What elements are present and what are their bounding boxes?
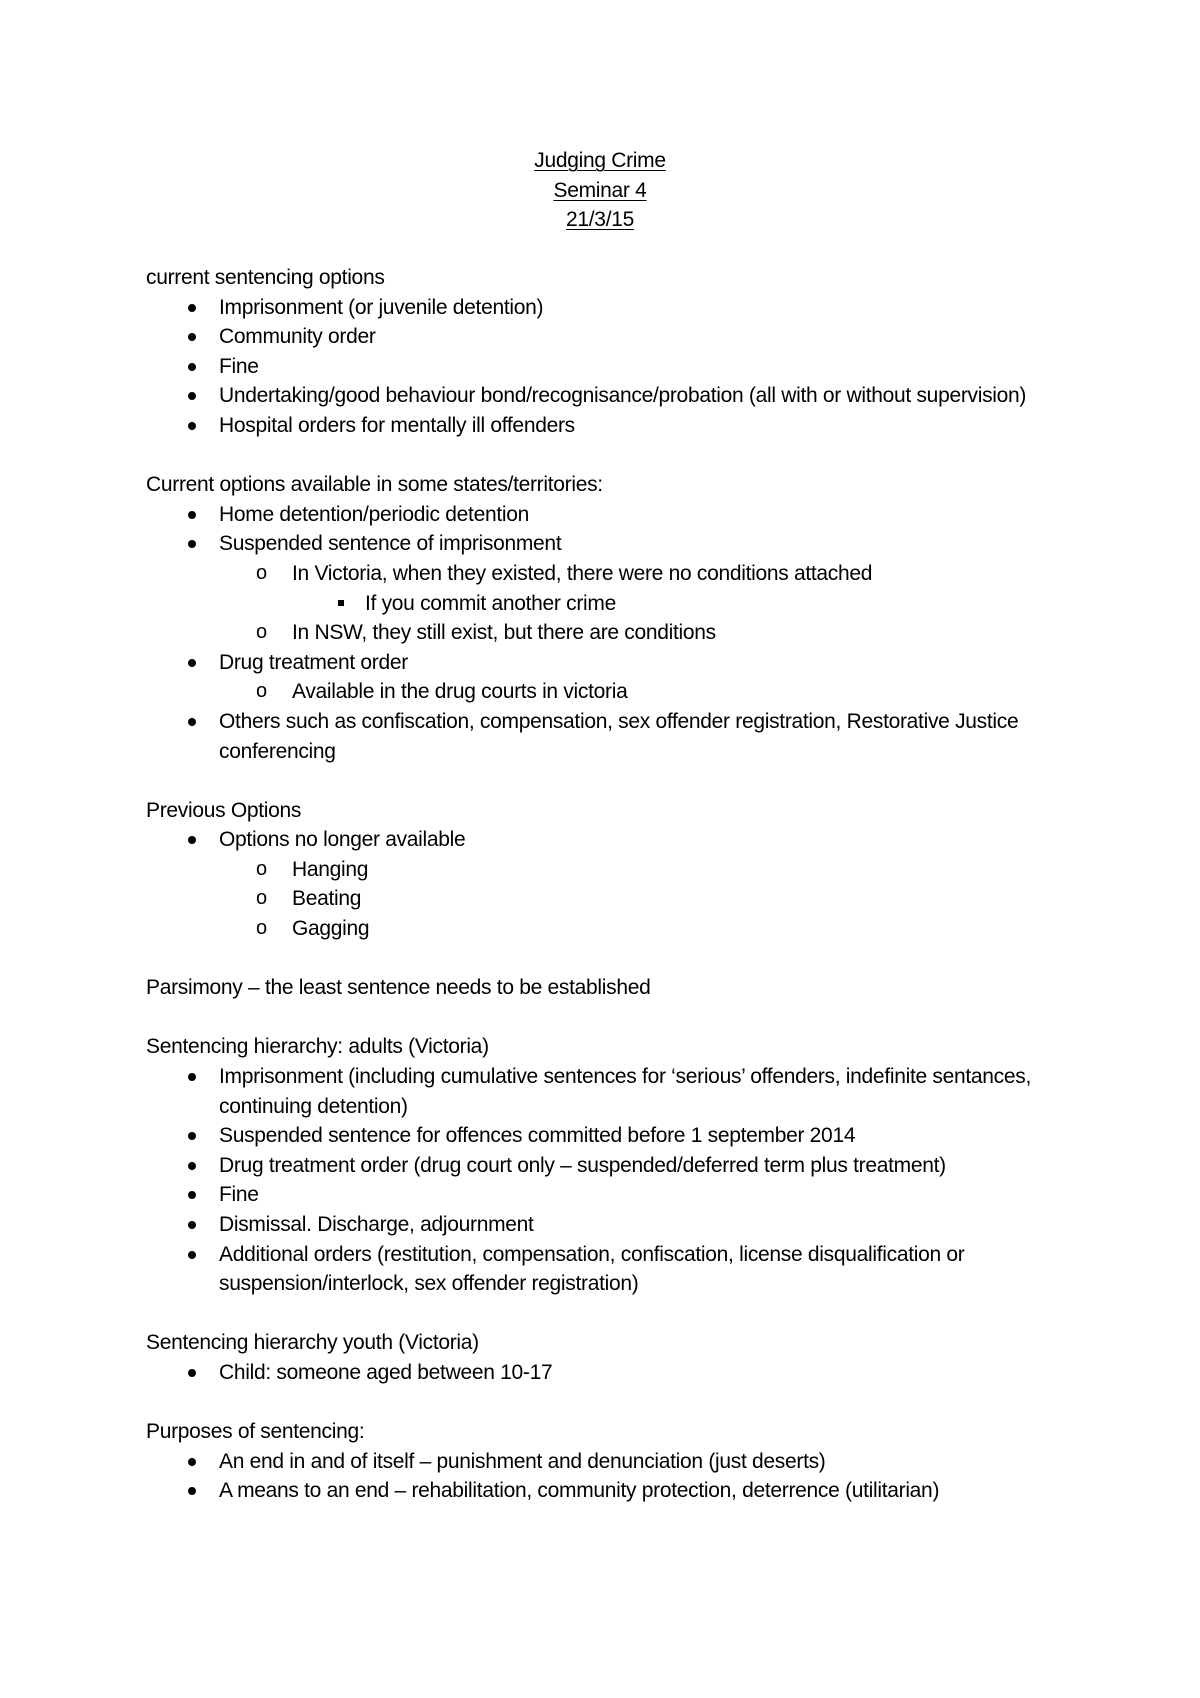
section-current-options: [146, 263, 1066, 441]
list-item-text: Options no longer available: [219, 828, 466, 852]
document-body: [146, 263, 1066, 1536]
sub-list-item: o Gagging: [219, 914, 1066, 944]
list-item: Dismissal. Discharge, adjournment: [146, 1210, 1066, 1240]
list-item: Home detention/periodic detention: [146, 500, 1066, 530]
section-title: Previous Options: [146, 798, 302, 822]
sub-sub-list: [292, 589, 1066, 619]
list-item: Others such as confiscation, compensation, sex offender registration, Restorative Justice conferencing: [146, 707, 1066, 766]
list-item-text: Suspended sentence of imprisonment: [219, 532, 562, 556]
list-item: Child: someone aged between 10-17: [146, 1358, 1066, 1388]
sub-sub-list-item: If you commit another crime: [292, 589, 1066, 619]
section-title: Current options available in some states/territories:: [146, 473, 603, 497]
section-purposes: [146, 1417, 1066, 1506]
document-date: 21/3/15: [566, 208, 634, 231]
bullet-list: [146, 1358, 1066, 1388]
document-header: [0, 146, 1200, 235]
list-item: A means to an end – rehabilitation, community protection, deterrence (utilitarian): [146, 1476, 1066, 1506]
document-seminar: Seminar 4: [553, 178, 647, 202]
section-youth-hierarchy: [146, 1328, 1066, 1387]
list-item: [146, 529, 1066, 647]
list-item: Imprisonment (including cumulative sentences for ‘serious’ offenders, indefinite sentances, continuing detention): [146, 1062, 1066, 1121]
section-title: Sentencing hierarchy: adults (Victoria): [146, 1035, 489, 1059]
bullet-list: [146, 500, 1066, 766]
sub-list-item: o Beating: [219, 884, 1066, 914]
list-item: Community order: [146, 322, 1066, 352]
bullet-list: [146, 825, 1066, 943]
list-item: Hospital orders for mentally ill offenders: [146, 411, 1066, 441]
list-item: Additional orders (restitution, compensation, confiscation, license disqualification or suspension/interlock, sex offender registration): [146, 1240, 1066, 1299]
sub-list-item: o Hanging: [219, 855, 1066, 885]
bullet-list: [146, 293, 1066, 441]
parsimony-text: Parsimony – the least sentence needs to be established: [146, 976, 651, 1000]
list-item: Fine: [146, 1180, 1066, 1210]
list-item-text: Drug treatment order: [219, 650, 408, 674]
sub-list: [292, 677, 1066, 707]
list-item: Imprisonment (or juvenile detention): [146, 293, 1066, 323]
section-state-options: [146, 470, 1066, 766]
list-item: Undertaking/good behaviour bond/recognisance/probation (all with or without supervision): [146, 381, 1066, 411]
list-item: [146, 825, 1066, 943]
list-item: [146, 648, 1066, 707]
sub-list-item: o Available in the drug courts in victoria: [219, 677, 1066, 707]
sub-list: [292, 559, 1066, 648]
document-title: Judging Crime: [534, 149, 666, 172]
sub-list-item-text: In Victoria, when they existed, there were no conditions attached: [292, 561, 873, 585]
sub-list-item: [219, 559, 1066, 618]
sub-list: [292, 855, 1066, 944]
list-item: Fine: [146, 352, 1066, 382]
section-previous-options: [146, 796, 1066, 944]
section-parsimony: [146, 973, 1066, 1003]
sub-list-item: o In NSW, they still exist, but there are conditions: [219, 618, 1066, 648]
bullet-list: [146, 1447, 1066, 1506]
list-item: An end in and of itself – punishment and denunciation (just deserts): [146, 1447, 1066, 1477]
section-title: current sentencing options: [146, 266, 385, 289]
section-title: Sentencing hierarchy youth (Victoria): [146, 1331, 479, 1355]
list-item: Suspended sentence for offences committed before 1 september 2014: [146, 1121, 1066, 1151]
section-adult-hierarchy: [146, 1032, 1066, 1298]
bullet-list: [146, 1062, 1066, 1299]
section-title: Purposes of sentencing:: [146, 1420, 365, 1444]
list-item: Drug treatment order (drug court only – suspended/deferred term plus treatment): [146, 1151, 1066, 1181]
